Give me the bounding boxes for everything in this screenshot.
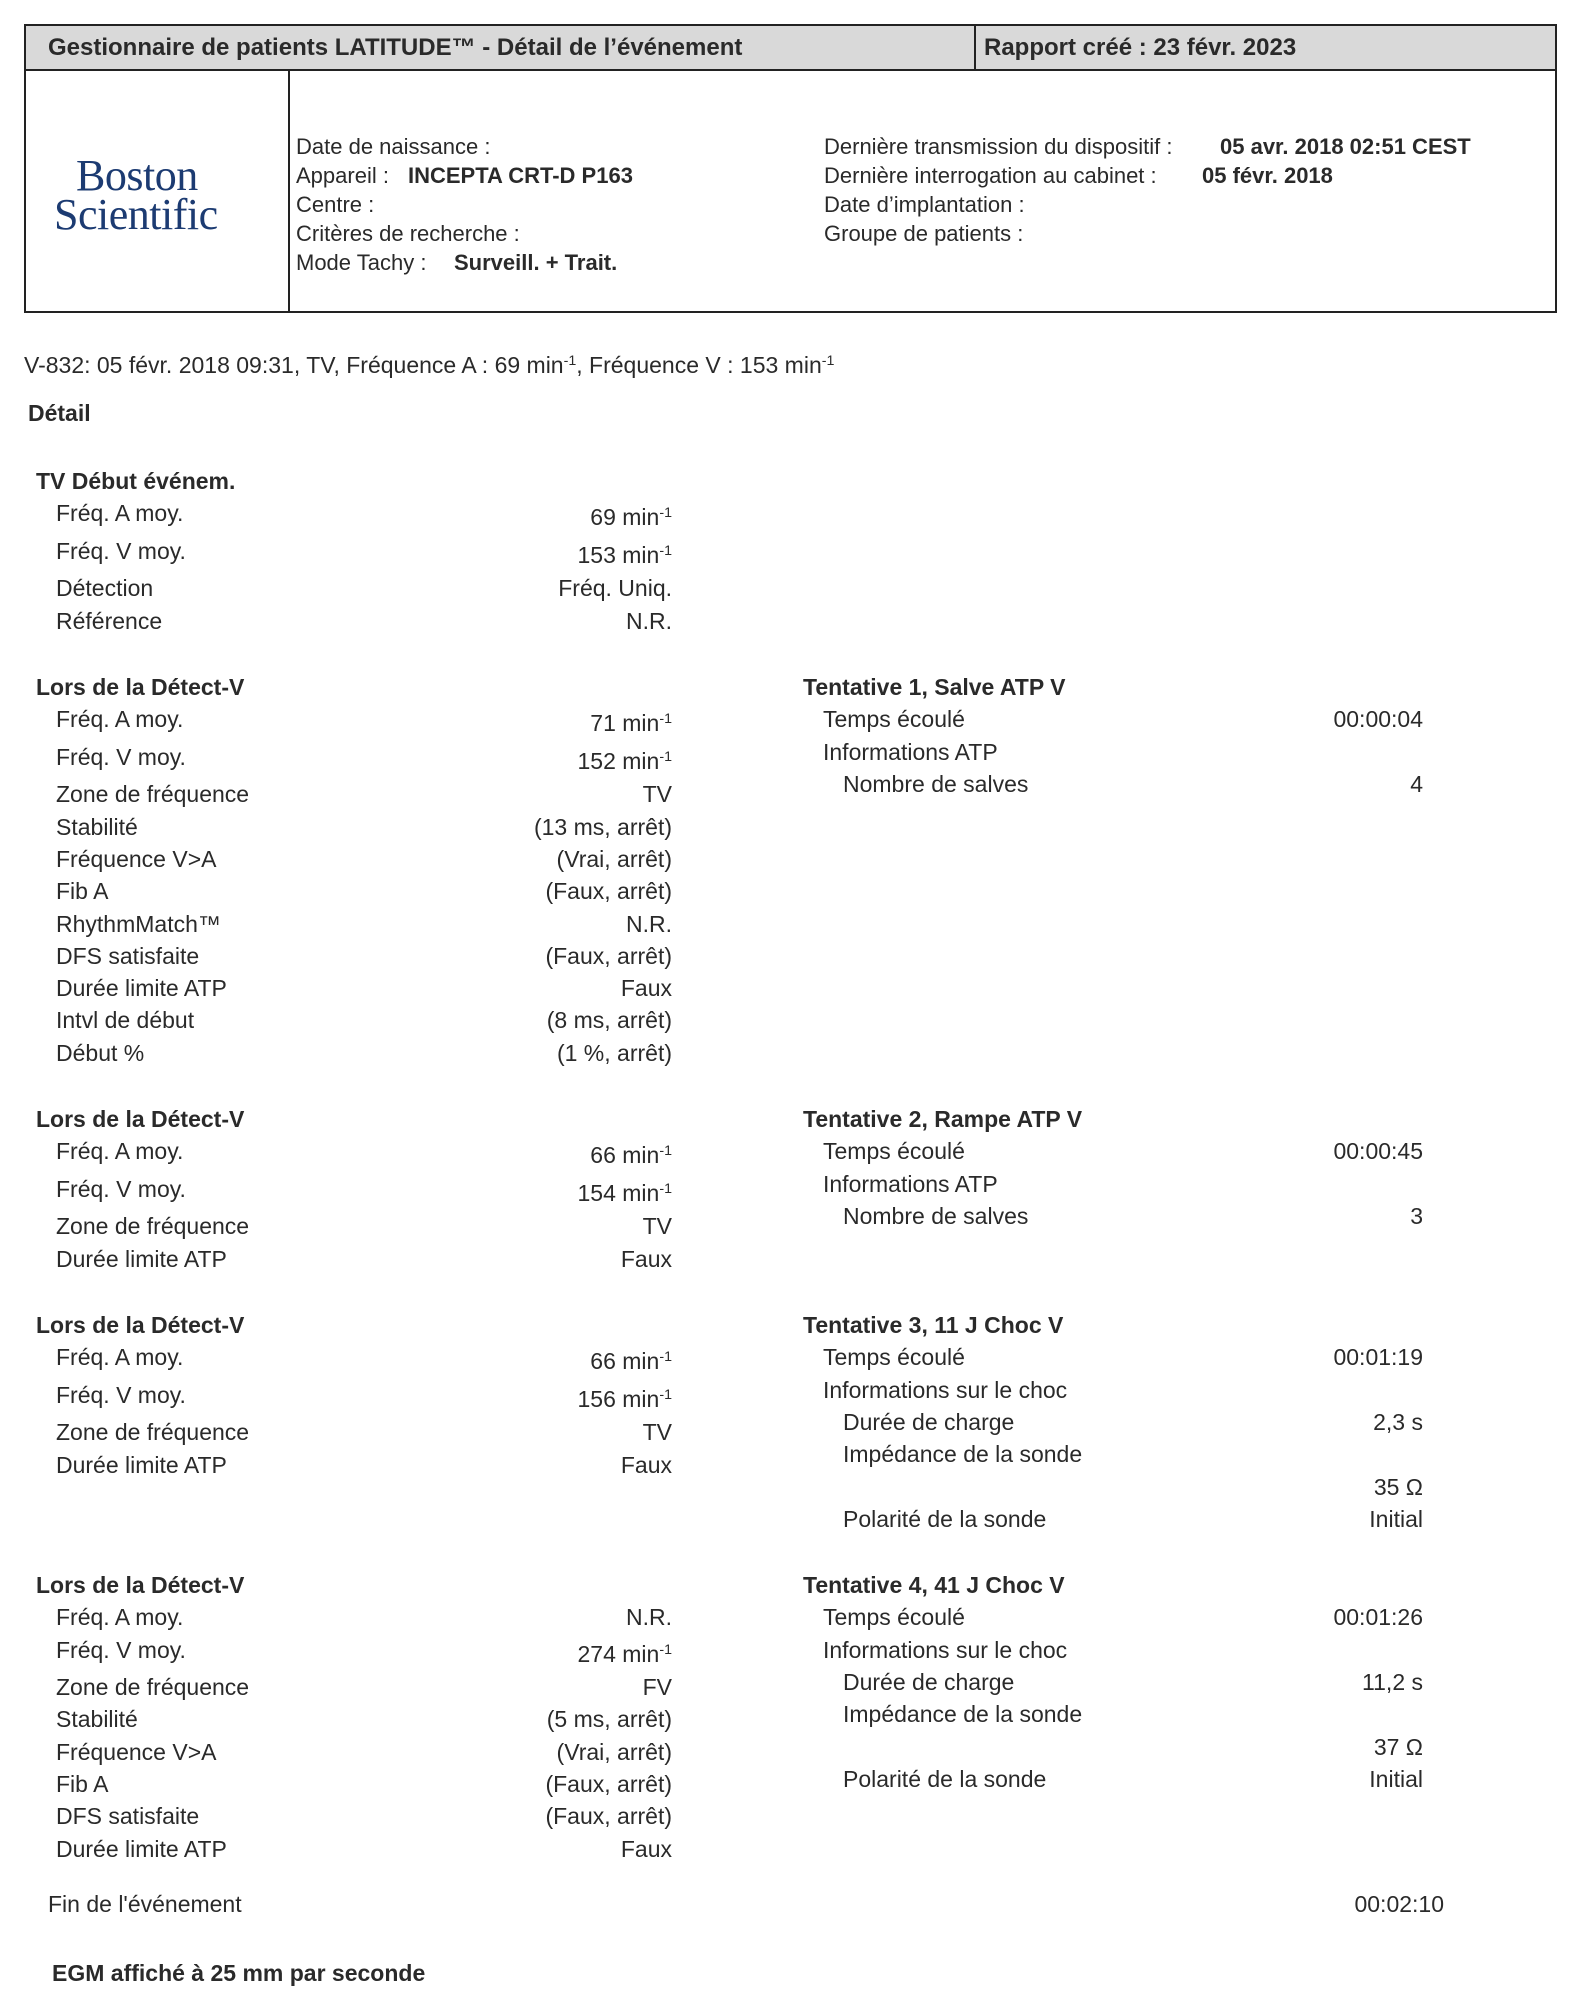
left-row-value <box>352 1007 672 1034</box>
right-row-value <box>1103 1474 1423 1501</box>
row-value-text: (Faux, arrêt) <box>545 1771 672 1797</box>
left-row-value <box>352 1739 672 1766</box>
unit-min: min <box>622 710 660 737</box>
event-unit-exponent: -1 <box>821 353 835 370</box>
left-row-value <box>352 1213 672 1240</box>
unit-exponent: -1 <box>659 1641 672 1658</box>
right-row-label: Informations ATP <box>823 1170 998 1197</box>
right-row-label: Durée de charge <box>843 1668 1015 1695</box>
row-value-text: Faux <box>620 1835 672 1862</box>
row-value-text: 152 <box>577 747 616 774</box>
left-row-value <box>352 878 672 905</box>
right-row-label: Temps écoulé <box>823 706 965 733</box>
left-row-label: Stabilité <box>56 1706 138 1733</box>
unit-exponent: -1 <box>659 505 672 522</box>
row-value-text: FV <box>642 1674 672 1701</box>
logo-line-2: Scientific <box>54 189 218 239</box>
row-value-text: 2,3 s <box>1373 1408 1423 1435</box>
event-summary <box>24 352 834 379</box>
event-end-value: 00:02:10 <box>1354 1891 1444 1917</box>
row-value-text: TV <box>642 781 672 808</box>
row-value-text: 35 Ω <box>1373 1473 1423 1500</box>
row-value-text: 274 <box>577 1640 616 1667</box>
left-row-value <box>352 1674 672 1701</box>
header-title: Gestionnaire de patients LATITUDE™ - Détail de l’événement <box>48 34 743 61</box>
boston-scientific-logo <box>54 151 218 239</box>
left-row-label: RhythmMatch™ <box>56 910 221 937</box>
right-row-value <box>1103 1669 1423 1696</box>
left-section-title: Lors de la Détect-V <box>36 1312 245 1338</box>
right-row-value <box>1103 1604 1423 1631</box>
row-value-text: 00:01:19 <box>1333 1344 1423 1371</box>
unit-min: min <box>622 504 660 531</box>
left-row-label: Fréq. A moy. <box>56 1138 184 1165</box>
left-row-label: Fib A <box>56 878 109 905</box>
logo-divider <box>288 71 290 311</box>
row-value-text: 66 <box>590 1348 616 1375</box>
left-row-label: DFS satisfaite <box>56 1803 200 1830</box>
right-row-value <box>1103 771 1423 798</box>
row-value-text: N.R. <box>626 1604 672 1631</box>
unit-exponent: -1 <box>659 1349 672 1366</box>
right-section-title: Tentative 1, Salve ATP V <box>803 674 1066 700</box>
right-row-label: Temps écoulé <box>823 1138 965 1165</box>
row-value-text: (Faux, arrêt) <box>545 942 672 969</box>
left-row-value <box>352 1040 672 1067</box>
left-row-value <box>352 1348 672 1375</box>
right-section-title: Tentative 4, 41 J Choc V <box>803 1572 1065 1598</box>
last-transmission-label: Dernière transmission du dispositif : <box>824 134 1173 159</box>
left-row-value <box>352 1180 672 1207</box>
row-value-text: 4 <box>1410 770 1423 797</box>
right-row-label: Nombre de salves <box>843 770 1029 797</box>
device-value: INCEPTA CRT-D P163 <box>408 163 633 188</box>
left-row-value <box>352 608 672 635</box>
right-row-value <box>1103 1344 1423 1371</box>
left-row-label: Fréq. V moy. <box>56 537 186 564</box>
unit-exponent: -1 <box>659 748 672 765</box>
row-value-text: Fréq. Uniq. <box>558 575 672 602</box>
right-row-label: Polarité de la sonde <box>843 1765 1047 1792</box>
left-row-label: Fréq. V moy. <box>56 743 186 770</box>
search-criteria-label: Critères de recherche : <box>296 221 520 246</box>
last-interrogation-label: Dernière interrogation au cabinet : <box>824 163 1157 188</box>
device-label: Appareil : <box>296 163 389 188</box>
row-value-text: 37 Ω <box>1373 1733 1423 1760</box>
unit-min: min <box>622 1385 660 1412</box>
right-row-value <box>1103 1506 1423 1533</box>
left-row-label: Fréquence V>A <box>56 1738 217 1765</box>
left-row-label: Durée limite ATP <box>56 975 227 1002</box>
row-value-text: 66 <box>590 1142 616 1169</box>
unit-min: min <box>622 541 660 568</box>
unit-min: min <box>622 1640 660 1667</box>
left-row-label: Zone de fréquence <box>56 1674 250 1701</box>
last-transmission-value: 05 avr. 2018 02:51 CEST <box>1220 134 1471 159</box>
report-header <box>24 24 1557 313</box>
unit-min: min <box>622 1348 660 1375</box>
left-section-title: Lors de la Détect-V <box>36 674 245 700</box>
row-value-text: 71 <box>590 710 616 737</box>
right-row-value <box>1103 706 1423 733</box>
left-section-title: Lors de la Détect-V <box>36 1572 245 1598</box>
center-label: Centre : <box>296 192 375 217</box>
row-value-text: TV <box>642 1419 672 1446</box>
row-value-text: (1 %, arrêt) <box>556 1039 672 1066</box>
row-value-text: (Faux, arrêt) <box>545 878 672 905</box>
row-value-text: 3 <box>1410 1202 1423 1229</box>
left-section-title: TV Début événem. <box>36 468 236 494</box>
left-row-label: Fréq. A moy. <box>56 1604 184 1631</box>
row-value-text: 00:00:04 <box>1333 706 1423 733</box>
left-row-label: Zone de fréquence <box>56 781 250 808</box>
header-bar <box>26 26 1555 71</box>
left-row-label: Détection <box>56 575 154 602</box>
right-row-label: Informations sur le choc <box>823 1376 1068 1403</box>
detail-heading: Détail <box>28 400 91 426</box>
left-row-value <box>352 542 672 569</box>
row-value-text: Faux <box>620 1245 672 1272</box>
right-row-value <box>1103 1734 1423 1761</box>
left-row-value <box>352 975 672 1002</box>
row-value-text: Initial <box>1369 1765 1423 1792</box>
row-value-text: (8 ms, arrêt) <box>546 1007 672 1034</box>
row-value-text: 00:01:26 <box>1333 1604 1423 1631</box>
left-section-title: Lors de la Détect-V <box>36 1106 245 1132</box>
left-row-value <box>352 710 672 737</box>
left-row-label: Fréq. V moy. <box>56 1381 186 1408</box>
tachy-mode-value: Surveill. + Trait. <box>454 250 618 275</box>
left-row-label: Fréq. V moy. <box>56 1636 186 1663</box>
right-row-value <box>1103 1409 1423 1436</box>
left-row-label: Début % <box>56 1039 145 1066</box>
row-value-text: 00:00:45 <box>1333 1138 1423 1165</box>
right-section-title: Tentative 2, Rampe ATP V <box>803 1106 1083 1132</box>
right-row-value <box>1103 1766 1423 1793</box>
event-end-label: Fin de l'événement <box>48 1891 242 1917</box>
last-interrogation-value: 05 févr. 2018 <box>1202 163 1333 188</box>
left-row-value <box>352 748 672 775</box>
event-unit-exponent: -1 <box>563 353 577 370</box>
tachy-mode-label: Mode Tachy : <box>296 250 427 275</box>
row-value-text: 11,2 s <box>1362 1668 1423 1695</box>
implant-date-label: Date d’implantation : <box>824 192 1025 217</box>
left-row-label: Zone de fréquence <box>56 1213 250 1240</box>
left-row-value <box>352 1604 672 1631</box>
row-value-text: 69 <box>590 504 616 531</box>
right-row-label: Informations sur le choc <box>823 1636 1068 1663</box>
right-row-label: Polarité de la sonde <box>843 1505 1047 1532</box>
unit-exponent: -1 <box>659 542 672 559</box>
row-value-text: (Vrai, arrêt) <box>556 845 672 872</box>
left-row-value <box>352 1386 672 1413</box>
unit-exponent: -1 <box>659 1180 672 1197</box>
left-row-value <box>352 814 672 841</box>
right-row-label: Nombre de salves <box>843 1202 1029 1229</box>
right-row-label: Impédance de la sonde <box>843 1701 1083 1728</box>
right-row-value <box>1103 1138 1423 1165</box>
right-row-label: Durée de charge <box>843 1408 1015 1435</box>
left-row-value <box>352 781 672 808</box>
right-section-title: Tentative 3, 11 J Choc V <box>803 1312 1064 1338</box>
logo-line-1: Boston <box>76 151 198 200</box>
egm-speed-label: EGM affiché à 25 mm par seconde <box>52 1960 426 1986</box>
left-row-label: Fréq. A moy. <box>56 706 184 733</box>
unit-min: min <box>622 747 660 774</box>
unit-exponent: -1 <box>659 1386 672 1403</box>
left-row-value <box>352 911 672 938</box>
row-value-text: 153 <box>577 541 616 568</box>
left-row-label: Fréq. V moy. <box>56 1175 186 1202</box>
left-row-label: Durée limite ATP <box>56 1245 227 1272</box>
left-row-value <box>352 1142 672 1169</box>
left-row-value <box>352 1803 672 1830</box>
right-row-label: Temps écoulé <box>823 1604 965 1631</box>
left-row-label: Durée limite ATP <box>56 1835 227 1862</box>
row-value-text: N.R. <box>626 910 672 937</box>
left-row-label: Fréq. A moy. <box>56 1344 184 1371</box>
row-value-text: 154 <box>577 1179 616 1206</box>
event-summary-part-2: , Fréquence V : 153 min <box>576 352 822 378</box>
unit-exponent: -1 <box>659 1143 672 1160</box>
unit-min: min <box>622 1179 660 1206</box>
left-row-value <box>352 1419 672 1446</box>
row-value-text: Initial <box>1369 1505 1423 1532</box>
patient-group-label: Groupe de patients : <box>824 221 1024 246</box>
row-value-text: (Faux, arrêt) <box>545 1803 672 1830</box>
left-row-label: DFS satisfaite <box>56 942 200 969</box>
right-row-label: Impédance de la sonde <box>843 1441 1083 1468</box>
left-row-value <box>352 846 672 873</box>
unit-min: min <box>622 1142 660 1169</box>
row-value-text: N.R. <box>626 607 672 634</box>
left-row-value <box>352 504 672 531</box>
left-row-value <box>352 1246 672 1273</box>
row-value-text: (5 ms, arrêt) <box>546 1706 672 1733</box>
left-row-label: Fréquence V>A <box>56 845 217 872</box>
row-value-text: Faux <box>620 1451 672 1478</box>
left-row-value <box>352 1836 672 1863</box>
left-row-label: Fréq. A moy. <box>56 500 184 527</box>
row-value-text: (13 ms, arrêt) <box>533 813 672 840</box>
report-date: Rapport créé : 23 févr. 2023 <box>984 34 1297 61</box>
birth-label: Date de naissance : <box>296 134 491 159</box>
event-summary-part-1: V-832: 05 févr. 2018 09:31, TV, Fréquence A : 69 min <box>24 352 564 378</box>
left-row-label: Durée limite ATP <box>56 1451 227 1478</box>
right-row-label: Informations ATP <box>823 738 998 765</box>
row-value-text: 156 <box>577 1385 616 1412</box>
left-row-value <box>352 1771 672 1798</box>
left-row-label: Stabilité <box>56 813 138 840</box>
left-row-value <box>352 943 672 970</box>
header-divider <box>974 26 976 71</box>
right-row-label: Temps écoulé <box>823 1344 965 1371</box>
left-row-label: Référence <box>56 607 163 634</box>
row-value-text: (Vrai, arrêt) <box>556 1738 672 1765</box>
left-row-value <box>352 575 672 602</box>
row-value-text: TV <box>642 1213 672 1240</box>
left-row-value <box>352 1452 672 1479</box>
row-value-text: Faux <box>620 975 672 1002</box>
left-row-value <box>352 1706 672 1733</box>
left-row-value <box>352 1641 672 1668</box>
left-row-label: Zone de fréquence <box>56 1419 250 1446</box>
left-row-label: Intvl de début <box>56 1007 195 1034</box>
right-row-value <box>1103 1203 1423 1230</box>
unit-exponent: -1 <box>659 711 672 728</box>
left-row-label: Fib A <box>56 1771 109 1797</box>
